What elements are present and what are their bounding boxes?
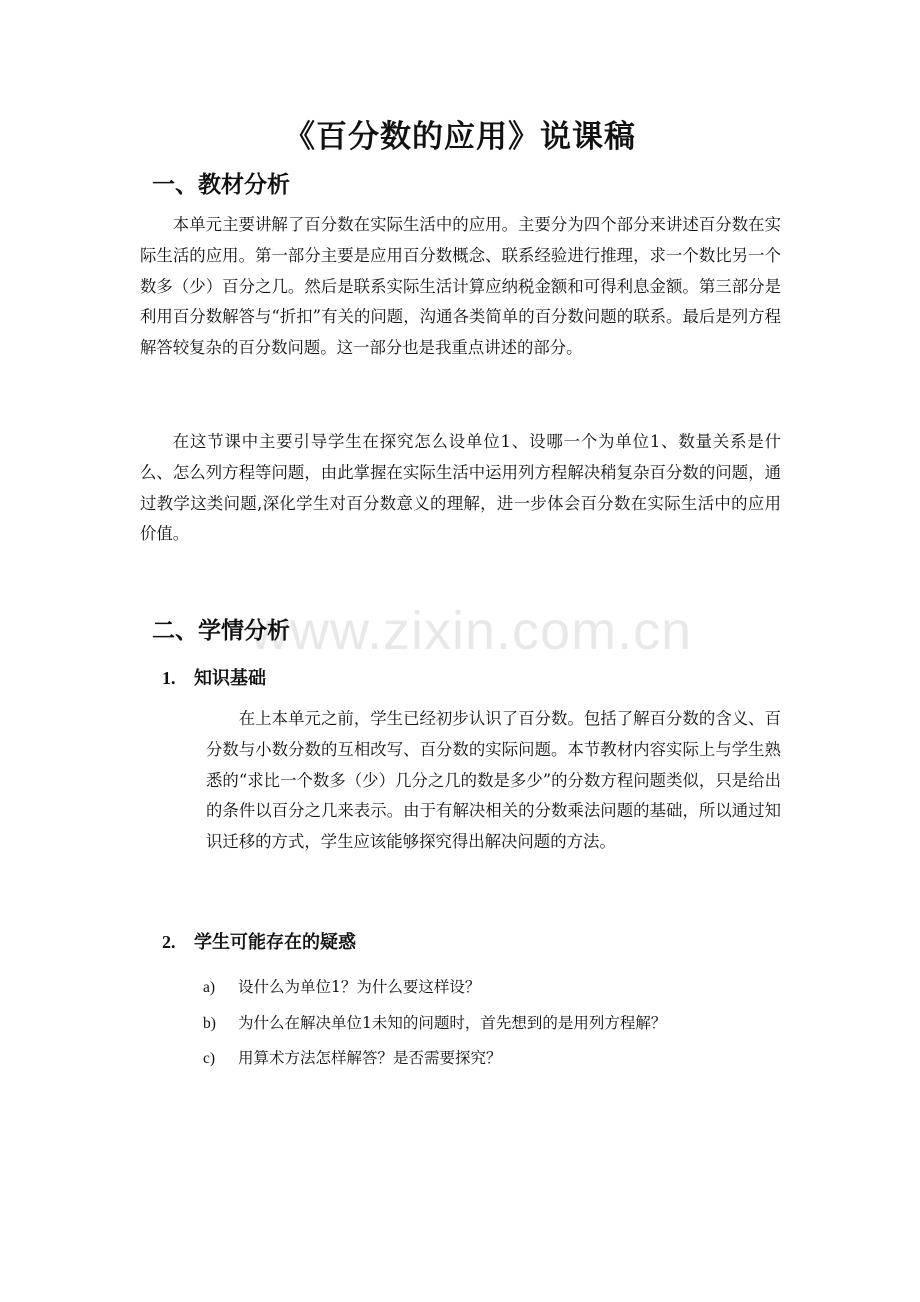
paragraph-knowledge-base: 在上本单元之前，学生已经初步认识了百分数。包括了解百分数的含义、百分数与小数分数的互相改写、百分数的实际问题。本节教材内容实际上与学生熟悉的“求比一个数多（少）几分之几的数是多少”的分数方程问题类似，只是给出的条件以百分之几来表示。由于有解决相关的分数乘法问题的基础，所以通过知识迁移的方式，学生应该能够探究得出解决问题的方法。 [206, 709, 781, 852]
section-heading-student-analysis: 二、学情分析 [152, 618, 290, 644]
section-heading-textbook-analysis: 一、教材分析 [152, 172, 290, 198]
paragraph-textbook-analysis-2: 在这节课中主要引导学生在探究怎么设单位1、设哪一个为单位1、数量关系是什么、怎么列方程等问题，由此掌握在实际生活中运用列方程解决稍复杂百分数的问题，通过教学这类问题,深化学生对百分数意义的理解，进一步体会百分数在实际生活中的应用价值。 [140, 432, 781, 544]
subsection-number: 2. [162, 932, 176, 952]
list-marker: c) [203, 1050, 216, 1067]
subsection-heading-knowledge-base [162, 663, 266, 694]
list-item-text: 为什么在解决单位1未知的问题时，首先想到的是用列方程解？ [238, 1013, 667, 1032]
paragraph-textbook-analysis-1: 本单元主要讲解了百分数在实际生活中的应用。主要分为四个部分来讲述百分数在实际生活的应用。第一部分主要是应用百分数概念、联系经验进行推理，求一个数比另一个数多（少）百分之几。然后是联系实际生活计算应纳税金额和可得利息金额。第三部分是利用百分数解答与“折扣”有关的问题，沟通各类简单的百分数问题的联系。最后是列方程解答较复杂的百分数问题。这一部分也是我重点讲述的部分。 [140, 215, 781, 358]
list-item-text: 用算术方法怎样解答？是否需要探究？ [238, 1049, 502, 1067]
subsection-heading-possible-doubts [162, 927, 356, 958]
list-item [203, 1041, 666, 1077]
document-title: 《百分数的应用》说课稿 [284, 119, 636, 155]
list-item-text: 设什么为单位1？为什么要这样设？ [238, 978, 481, 996]
subsection-title: 知识基础 [194, 668, 266, 689]
list-marker: a) [203, 979, 216, 996]
list-item [203, 970, 666, 1006]
doubt-list [203, 970, 666, 1077]
list-marker: b) [203, 1014, 216, 1032]
subsection-title: 学生可能存在的疑惑 [194, 932, 356, 953]
subsection-number: 1. [162, 668, 176, 688]
watermark-text: www.zixin.com.cn [250, 601, 693, 661]
list-item [203, 1006, 666, 1042]
